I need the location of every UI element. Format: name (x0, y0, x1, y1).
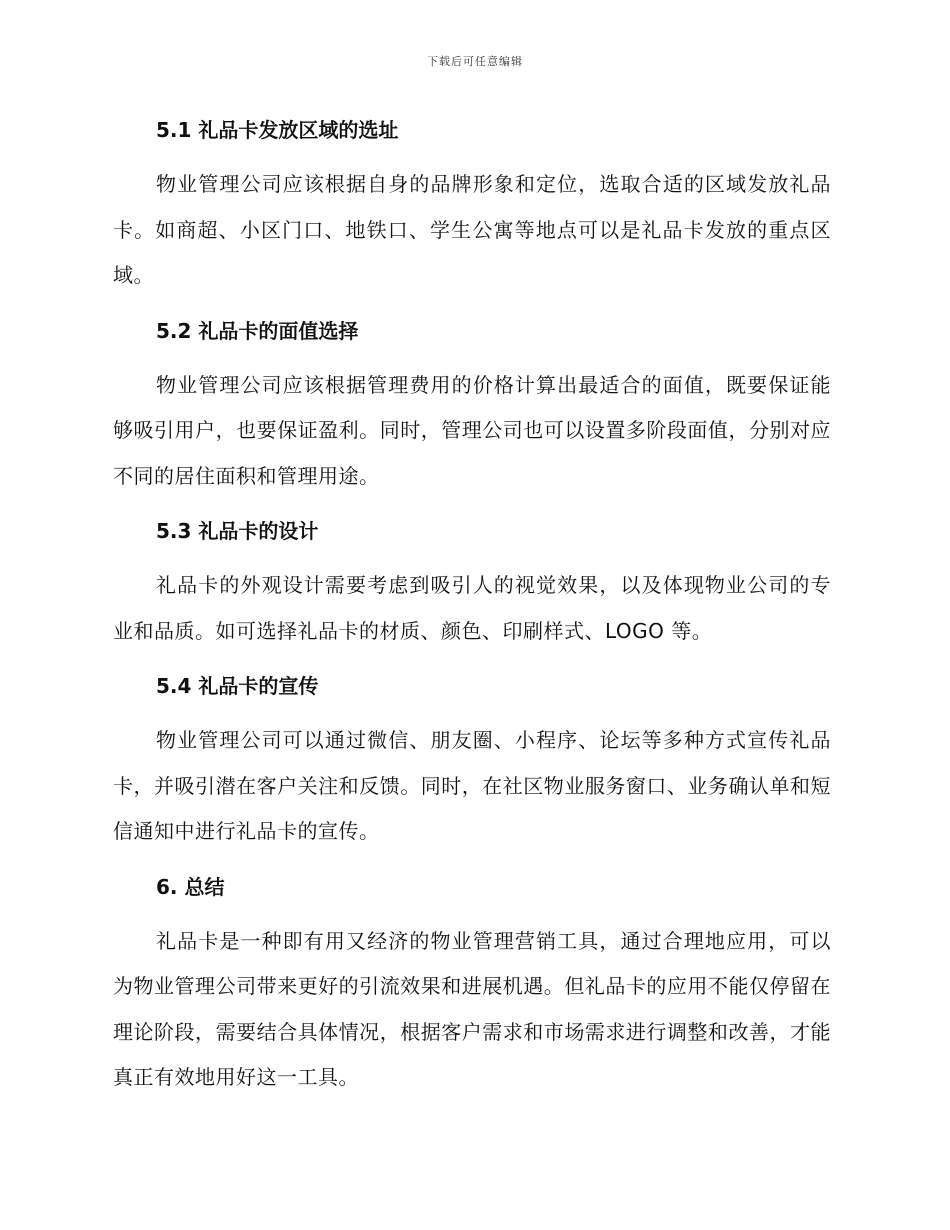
paragraph-line: 物业管理公司应该根据自身的品牌形象和定位，选取合适的区域发放礼 (156, 172, 811, 196)
paragraph-line: 品卡。如商超、小区门口、地铁口、学生公寓等地点可以是礼品卡发放的重 (113, 172, 831, 242)
paragraph-line: 物业管理公司应该根据管理费用的价格计算出最适合的面值，既要保证 (156, 372, 811, 397)
section-paragraph-5-1 (113, 162, 831, 299)
section-heading-6: 6. 总结 (156, 874, 225, 899)
paragraph-line: 停留在理论阶段，需要结合具体情况，根据客户需求和市场需求进行调整和 (113, 974, 832, 1044)
paragraph-line: 礼品卡的外观设计需要考虑到吸引人的视觉效果，以及体现物业公司的 (156, 573, 811, 597)
paragraph-line: 以为物业管理公司带来更好的引流效果和进展机遇。但礼品卡的应用不能仅 (113, 928, 831, 998)
section-heading-5-1: 5.1 礼品卡发放区域的选址 (156, 118, 399, 142)
paragraph-line: 改善，才能真正有效地用好这一工具。 (113, 1019, 832, 1089)
section-paragraph-5-3 (113, 563, 831, 654)
paragraph-line: 别对应不同的居住面积和管理用途。 (113, 418, 832, 488)
paragraph-line: 点区域。 (113, 217, 832, 287)
document-body (113, 108, 831, 1101)
section-heading-5-3: 5.3 礼品卡的设计 (156, 519, 319, 543)
paragraph-line: 物业管理公司可以通过微信、朋友圈、小程序、论坛等多种方式宣传礼 (156, 728, 811, 752)
paragraph-line: 能够吸引用户，也要保证盈利。同时，管理公司也可以设置多阶段面值，分 (113, 372, 831, 442)
section-heading-5-4: 5.4 礼品卡的宣传 (156, 674, 319, 698)
paragraph-line: 礼品卡是一种即有用又经济的物业管理营销工具，通过合理地应用，可 (156, 928, 811, 953)
paragraph-line: 单和短信通知中进行礼品卡的宣传。 (113, 773, 832, 843)
section-paragraph-5-4 (113, 718, 831, 855)
section-heading-5-2: 5.2 礼品卡的面值选择 (156, 318, 359, 343)
section-paragraph-6 (113, 919, 831, 1101)
paragraph-line: 专业和品质。如可选择礼品卡的材质、颜色、印刷样式、LOGO 等。 (113, 573, 831, 643)
page-header: 下载后可任意编辑 (427, 55, 523, 68)
section-paragraph-5-2 (113, 363, 831, 500)
paragraph-line: 品卡，并吸引潜在客户关注和反馈。同时，在社区物业服务窗口、业务确认 (113, 728, 831, 798)
